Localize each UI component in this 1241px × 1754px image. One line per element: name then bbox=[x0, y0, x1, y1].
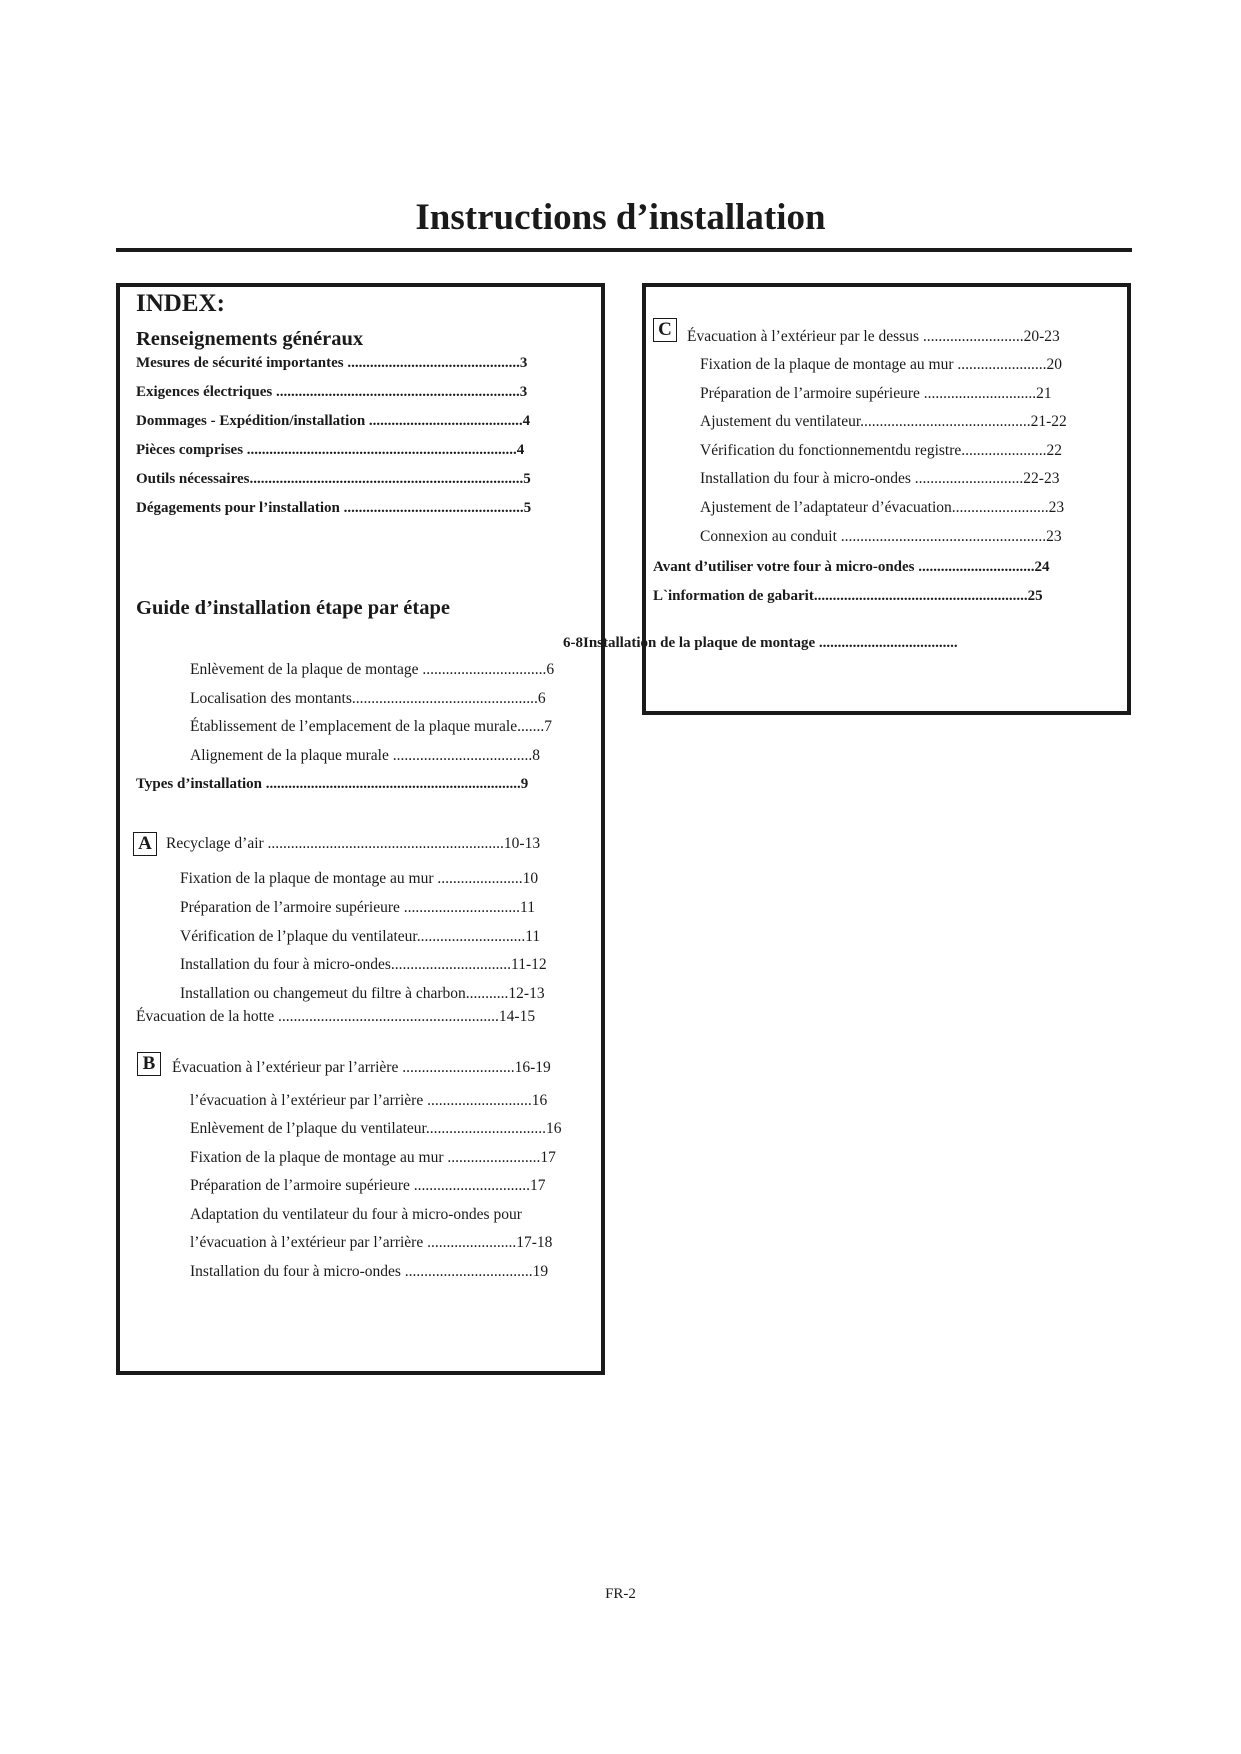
page-title: Instructions d’installation bbox=[415, 197, 826, 238]
section-a-title: Recyclage d’air .............................................................10-13 bbox=[166, 835, 541, 852]
toc-entry: Installation ou changemeut du filtre à charbon...........12-13 bbox=[180, 985, 545, 1002]
toc-entry: Ajustement du ventilateur............................................21-22 bbox=[700, 413, 1067, 430]
toc-entry: Ajustement de l’adaptateur d’évacuation.........................23 bbox=[700, 499, 1065, 516]
toc-entry: Dommages - Expédition/installation .........................................4 bbox=[136, 413, 531, 429]
toc-entry: Localisation des montants................................................6 bbox=[190, 690, 546, 707]
section-a-label: A bbox=[133, 832, 157, 856]
toc-entry: Alignement de la plaque murale ....................................8 bbox=[190, 747, 540, 764]
toc-entry: Pièces comprises ........................................................................4 bbox=[136, 442, 525, 458]
toc-entry: Adaptation du ventilateur du four à micro-ondes pour bbox=[190, 1206, 522, 1223]
toc-entry: Dégagements pour l’installation ................................................5 bbox=[136, 500, 532, 516]
toc-entry: Installation du four à micro-ondes ............................22-23 bbox=[700, 470, 1060, 487]
toc-entry: Enlèvement de l’plaque du ventilateur...............................16 bbox=[190, 1120, 562, 1137]
toc-entry: Installation du four à micro-ondes...............................11-12 bbox=[180, 956, 547, 973]
guide-heading: Guide d’installation étape par étape bbox=[136, 597, 450, 619]
toc-entry: Vérification de l’plaque du ventilateur............................11 bbox=[180, 928, 541, 945]
section-c-title: Évacuation à l’extérieur par le dessus ..........................20-23 bbox=[687, 328, 1060, 345]
toc-entry: l’évacuation à l’extérieur par l’arrière ...........................16 bbox=[190, 1092, 548, 1109]
section-b-title: Évacuation à l’extérieur par l’arrière .............................16-19 bbox=[172, 1059, 551, 1076]
section-b-label: B bbox=[137, 1052, 161, 1076]
toc-entry: Vérification du fonctionnementdu registre......................22 bbox=[700, 442, 1063, 459]
index-heading: INDEX: bbox=[136, 290, 225, 317]
section-c-label: C bbox=[653, 318, 677, 342]
toc-entry: Mesures de sécurité importantes ..............................................3 bbox=[136, 355, 528, 371]
toc-entry: Outils nécessaires.........................................................................5 bbox=[136, 471, 531, 487]
toc-entry: Préparation de l’armoire supérieure ..............................17 bbox=[190, 1177, 546, 1194]
toc-entry: Fixation de la plaque de montage au mur ........................17 bbox=[190, 1149, 556, 1166]
toc-entry: Établissement de l’emplacement de la plaque murale.......7 bbox=[190, 718, 552, 735]
toc-entry: Préparation de l’armoire supérieure .............................21 bbox=[700, 385, 1052, 402]
toc-entry: Enlèvement de la plaque de montage ................................6 bbox=[190, 661, 555, 678]
general-heading: Renseignements généraux bbox=[136, 328, 364, 350]
toc-entry: Exigences électriques .................................................................3 bbox=[136, 384, 528, 400]
toc-entry-types: Types d’installation ....................................................................9 bbox=[136, 776, 529, 792]
toc-entry-before-use: Avant d’utiliser votre four à micro-ondes ...............................24 bbox=[653, 559, 1050, 575]
toc-entry: Installation du four à micro-ondes .................................19 bbox=[190, 1263, 549, 1280]
toc-entry: Fixation de la plaque de montage au mur ......................10 bbox=[180, 870, 539, 887]
toc-entry: Connexion au conduit .....................................................23 bbox=[700, 528, 1062, 545]
toc-entry-hood: Évacuation de la hotte .........................................................14-15 bbox=[136, 1008, 536, 1025]
title-underline bbox=[116, 248, 1132, 252]
page-number: FR-2 bbox=[605, 1586, 636, 1602]
toc-entry: Fixation de la plaque de montage au mur .......................20 bbox=[700, 356, 1063, 373]
toc-entry: Préparation de l’armoire supérieure ..............................11 bbox=[180, 899, 535, 916]
toc-entry: l’évacuation à l’extérieur par l’arrière .......................17-18 bbox=[190, 1234, 553, 1251]
toc-entry-template: L`information de gabarit.........................................................25 bbox=[653, 588, 1043, 604]
overlap-entry: 6-8Installation de la plaque de montage ..................................... bbox=[563, 635, 958, 651]
